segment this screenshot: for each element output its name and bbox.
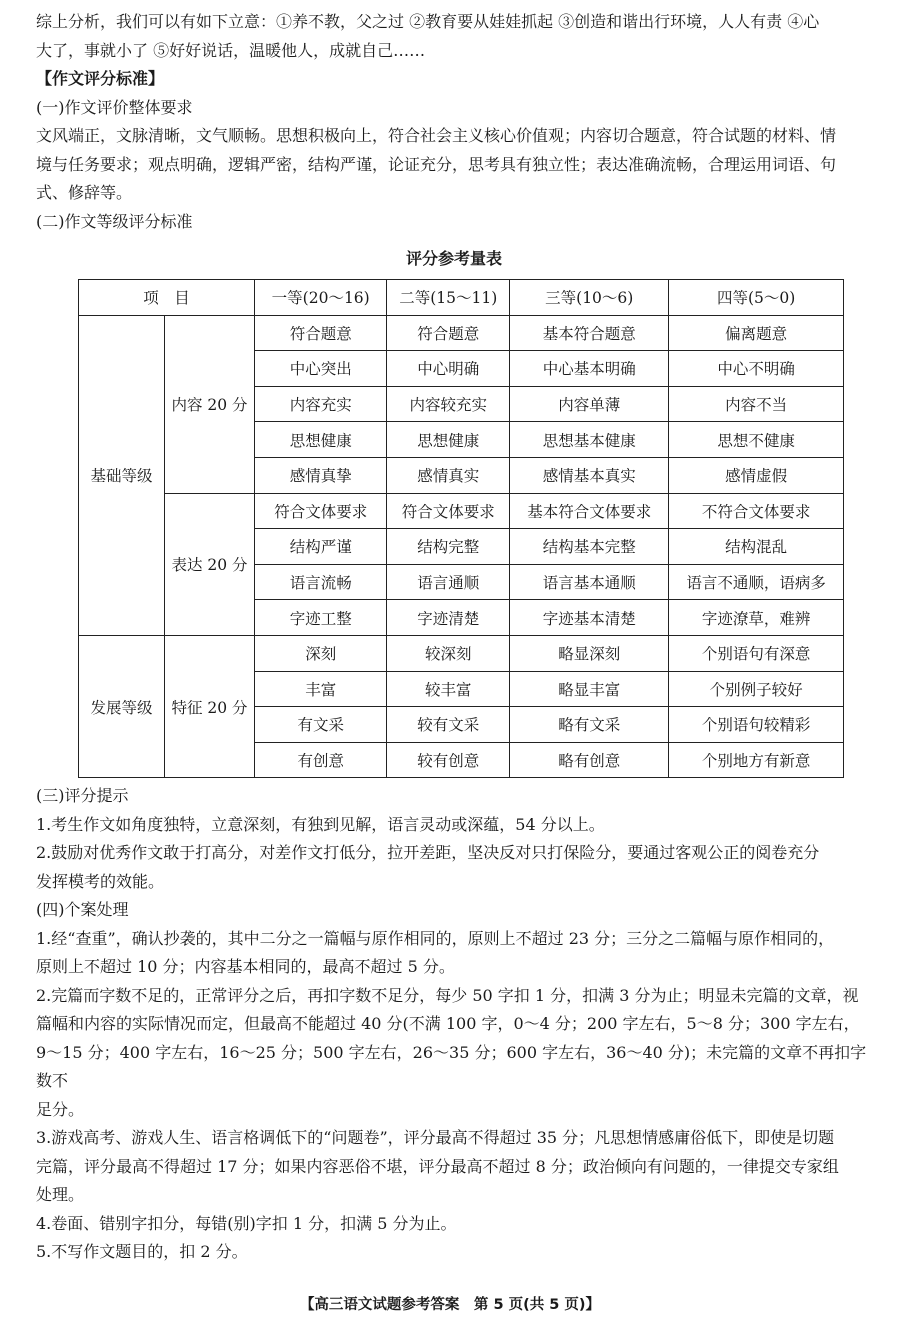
table-header-cell: 一等(20～16) — [255, 280, 387, 316]
grade-cell: 感情基本真实 — [510, 457, 669, 493]
grade-cell: 个别语句有深意 — [669, 635, 844, 671]
part3-line: 发挥模考的效能。 — [36, 871, 165, 891]
grade-cell: 中心突出 — [255, 351, 387, 387]
part4-title: (四)个案处理 — [36, 900, 129, 920]
grade-cell: 有创意 — [255, 742, 387, 778]
sub-category-cell: 内容 20 分 — [165, 315, 255, 493]
table-header-cell: 项 目 — [79, 280, 255, 316]
page-footer: 【高三语文试题参考答案 第 5 页(共 5 页)】 — [299, 1297, 601, 1313]
intro-line: 综上分析，我们可以有如下立意：①养不教，父之过 ②教育要从娃娃抓起 ③创造和谐出行环境，人人有责 ④心 — [36, 12, 820, 31]
part1-paragraph — [36, 122, 872, 208]
grade-cell: 中心不明确 — [669, 351, 844, 387]
grade-cell: 内容充实 — [255, 386, 387, 422]
level-cell: 发展等级 — [79, 635, 165, 777]
grade-cell: 略显丰富 — [510, 671, 669, 707]
grade-cell: 丰富 — [255, 671, 387, 707]
grade-cell: 思想基本健康 — [510, 422, 669, 458]
intro-line: 大了，事就小了 ⑤好好说话，温暖他人，成就自己…… — [36, 40, 426, 60]
part1-title: (一)作文评价整体要求 — [36, 97, 193, 117]
section-heading: 【作文评分标准】 — [36, 69, 165, 88]
grade-cell: 字迹基本清楚 — [510, 600, 669, 636]
grade-cell: 符合文体要求 — [255, 493, 387, 529]
part4-line: 1.经“查重”，确认抄袭的，其中二分之一篇幅与原作相同的，原则上不超过 23 分；三分之二篇幅与原作相同的， — [36, 928, 835, 948]
part4-line: 9～15 分；400 字左右，16～25 分；500 字左右，26～35 分；600 字左右，36～40 分)；未完篇的文章不再扣字数不 — [36, 1042, 867, 1091]
sub-category-cell: 表达 20 分 — [165, 493, 255, 635]
grade-cell: 思想不健康 — [669, 422, 844, 458]
grade-cell: 中心基本明确 — [510, 351, 669, 387]
grade-cell: 深刻 — [255, 635, 387, 671]
table-header-cell: 二等(15～11) — [387, 280, 510, 316]
table-header-cell: 三等(10～6) — [510, 280, 669, 316]
grade-cell: 感情真挚 — [255, 457, 387, 493]
grade-cell: 字迹潦草，难辨 — [669, 600, 844, 636]
grade-cell: 略有创意 — [510, 742, 669, 778]
part3-title: (三)评分提示 — [36, 786, 129, 806]
grade-cell: 内容较充实 — [387, 386, 510, 422]
part4-line: 足分。 — [36, 1099, 85, 1119]
grade-cell: 个别例子较好 — [669, 671, 844, 707]
part2-title: (二)作文等级评分标准 — [36, 211, 193, 231]
scoring-table — [78, 279, 844, 778]
grade-cell: 略显深刻 — [510, 635, 669, 671]
grade-cell: 基本符合文体要求 — [510, 493, 669, 529]
grade-cell: 较有文采 — [387, 707, 510, 743]
grade-cell: 中心明确 — [387, 351, 510, 387]
part4-line: 2.完篇而字数不足的，正常评分之后，再扣字数不足分，每少 50 字扣 1 分，扣满 3 分为止；明显未完篇的文章，视 — [36, 985, 859, 1005]
part3-line: 2.鼓励对优秀作文敢于打高分，对差作文打低分，拉开差距，坚决反对只打保险分，要通过客观公正的阅卷充分 — [36, 843, 820, 863]
grade-cell: 结构严谨 — [255, 529, 387, 565]
grade-cell: 内容不当 — [669, 386, 844, 422]
grade-cell: 符合文体要求 — [387, 493, 510, 529]
table-header-row — [79, 280, 844, 316]
table-row — [79, 635, 844, 671]
part3-line: 1.考生作文如角度独特，立意深刻，有独到见解，语言灵动或深蕴，54 分以上。 — [36, 814, 605, 834]
grade-cell: 内容单薄 — [510, 386, 669, 422]
part1-line: 式、修辞等。 — [36, 183, 133, 202]
grade-cell: 语言流畅 — [255, 564, 387, 600]
grade-cell: 语言通顺 — [387, 564, 510, 600]
grade-cell: 个别语句较精彩 — [669, 707, 844, 743]
grade-cell: 语言不通顺，语病多 — [669, 564, 844, 600]
table-caption: 评分参考量表 — [405, 249, 502, 268]
grade-cell: 偏离题意 — [669, 315, 844, 351]
level-cell: 基础等级 — [79, 315, 165, 635]
part4-line: 原则上不超过 10 分；内容基本相同的，最高不超过 5 分。 — [36, 957, 455, 977]
grade-cell: 较丰富 — [387, 671, 510, 707]
part3-list — [36, 811, 872, 897]
part4-line: 处理。 — [36, 1185, 85, 1205]
grade-cell: 较有创意 — [387, 742, 510, 778]
part4-line: 5.不写作文题目的，扣 2 分。 — [36, 1242, 248, 1262]
intro-paragraph — [36, 8, 872, 65]
grade-cell: 感情虚假 — [669, 457, 844, 493]
part4-line: 完篇，评分最高不得超过 17 分；如果内容恶俗不堪，评分最高不超过 8 分；政治倾向有问题的，一律提交专家组 — [36, 1156, 839, 1176]
grade-cell: 结构混乱 — [669, 529, 844, 565]
table-row — [79, 493, 844, 529]
grade-cell: 结构完整 — [387, 529, 510, 565]
grade-cell: 基本符合题意 — [510, 315, 669, 351]
part4-line: 4.卷面、错别字扣分，每错(别)字扣 1 分，扣满 5 分为止。 — [36, 1213, 457, 1233]
table-row — [79, 315, 844, 351]
part1-line: 文风端正，文脉清晰，文气顺畅。思想积极向上，符合社会主义核心价值观；内容切合题意，符合试题的材料、情 — [36, 126, 837, 145]
grade-cell: 感情真实 — [387, 457, 510, 493]
grade-cell: 个别地方有新意 — [669, 742, 844, 778]
part4-line: 3.游戏高考、游戏人生、语言格调低下的“问题卷”，评分最高不得超过 35 分；凡思想情感庸俗低下，即使是切题 — [36, 1128, 835, 1148]
grade-cell: 字迹清楚 — [387, 600, 510, 636]
grade-cell: 字迹工整 — [255, 600, 387, 636]
sub-category-cell: 特征 20 分 — [165, 635, 255, 777]
grade-cell: 不符合文体要求 — [669, 493, 844, 529]
grade-cell: 符合题意 — [387, 315, 510, 351]
grade-cell: 略有文采 — [510, 707, 669, 743]
grade-cell: 符合题意 — [255, 315, 387, 351]
grade-cell: 较深刻 — [387, 635, 510, 671]
table-header-cell: 四等(5～0) — [669, 280, 844, 316]
part4-list — [36, 925, 872, 1267]
grade-cell: 思想健康 — [255, 422, 387, 458]
part1-line: 境与任务要求；观点明确，逻辑严密，结构严谨，论证充分，思考具有独立性；表达准确流畅，合理运用词语、句 — [36, 154, 837, 174]
grade-cell: 思想健康 — [387, 422, 510, 458]
grade-cell: 结构基本完整 — [510, 529, 669, 565]
part4-line: 篇幅和内容的实际情况而定，但最高不能超过 40 分(不满 100 字，0～4 分；200 字左右，5～8 分；300 字左右， — [36, 1014, 860, 1034]
page-body — [36, 8, 872, 1267]
grade-cell: 语言基本通顺 — [510, 564, 669, 600]
grade-cell: 有文采 — [255, 707, 387, 743]
